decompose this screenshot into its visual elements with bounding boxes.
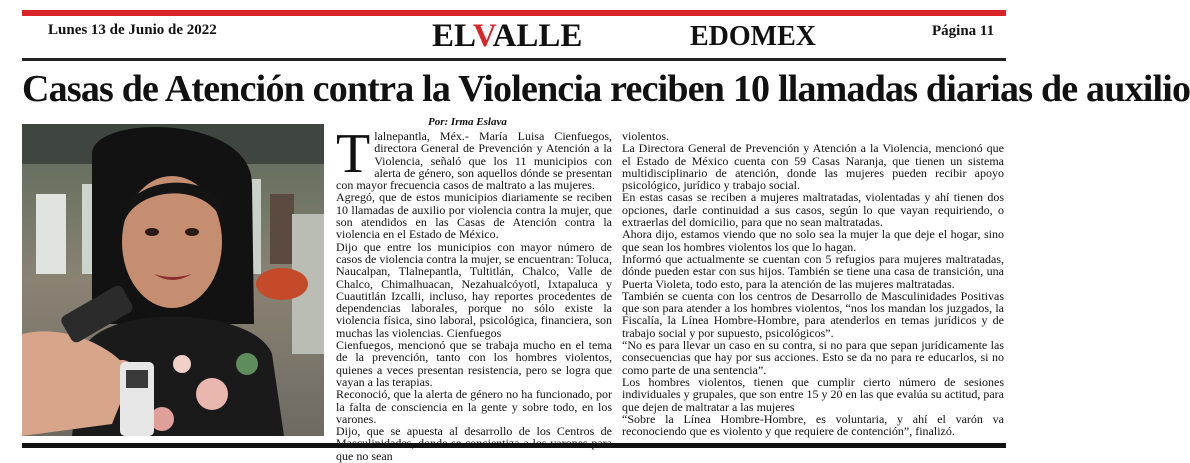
paragraph: La Directora General de Prevención y Atención a la Violencia, mencionó que el Estado de México cuenta con 59 Casas Naranja, que tienen un sistema multidisciplinario de atención, donde las mujeres pueden recibir apoyo psicológico, jurídico y trabajo social.	[622, 141, 1004, 193]
article-photo	[22, 124, 324, 436]
paragraph: “No es para llevar un caso en su contra, si no para que sepan jurídicamente las consecuencias que hay por sus acciones. Esto se da no para re educarlos, si no como parte de una sentencia”.	[622, 338, 1004, 377]
issue-date: Lunes 13 de Junio de 2022	[48, 22, 217, 38]
article-column-2	[622, 130, 1004, 437]
paragraph: En estas casas se reciben a mujeres maltratadas, violentadas y ahí tienen dos opciones, darle continuidad a sus casos, según lo que vayan requiriendo, o extraerlas del domicilio, para que no sean maltratadas.	[622, 190, 1004, 230]
logo-alle: ALLE	[492, 18, 583, 54]
bottom-rule	[22, 443, 1006, 448]
paragraph: Agregó, que de estos municipios diariamente se reciben 10 llamadas de auxilio por violencia contra la mujer, que son atendidos en las Casas de Atención contra la violencia en el Estado de México.	[336, 190, 612, 242]
paragraph: “Sobre la Línea Hombre-Hombre, es voluntaria, y ahí el varón va reconociendo que es violento y que requiere de contención”, finalizó.	[622, 411, 1004, 439]
masthead-rule	[22, 58, 1006, 61]
paragraph: También se cuenta con los centros de Desarrollo de Masculinidades Positivas que son para atender a los hombres violentos, “nos los mandan los juzgados, la Fiscalía, la Línea Hombre-Hombre, para atenderlos en temas jurídicos y de trabajo social y por supuesto, psicológicos”.	[622, 288, 1004, 340]
logo-el: EL	[432, 18, 473, 54]
paragraph: violentos.	[622, 129, 669, 143]
masthead-logo	[432, 18, 582, 54]
drop-cap: T	[336, 123, 371, 185]
section-title: EDOMEX	[690, 21, 816, 52]
paragraph: Informó que actualmente se cuentan con 5 refugios para mujeres maltratadas, dónde pueden estar con sus hijos. También se tiene una casa de transición, una Puerta Violeta, todo esto, para la atención de las mujeres maltratadas.	[622, 251, 1004, 291]
paragraph: Los hombres violentos, tienen que cumplir cierto número de sesiones individuales y grupales, que son entre 15 y 20 en las que evalúa su actitud, para que dejen de maltratar a las mujeres	[622, 374, 1004, 414]
logo-v: V	[473, 18, 493, 54]
page-number: Página 11	[932, 23, 995, 39]
byline: Por: Irma Eslava	[428, 116, 507, 128]
paragraph: Ahora dijo, estamos viendo que no solo sea la mujer la que deje el hogar, sino que sean los hombres violentos los que lo hagan.	[622, 227, 1004, 254]
headline: Casas de Atención contra la Violencia reciben 10 llamadas diarias de auxilio	[22, 68, 1190, 110]
paragraph: Reconoció, que la alerta de género no ha funcionado, por la falta de consciencia en la gente y sobre todo, en los varones.	[336, 387, 612, 426]
article-column-1	[336, 123, 612, 463]
paragraph: lalnepantla, Méx.- María Luisa Cienfuegos, directora General de Prevención y Atención a la Violencia, señaló que los 11 municipios con alerta de género, son aquellos dónde se presentan con mayor frecuencia casos de maltrato a las mujeres.	[336, 129, 612, 193]
paragraph: Dijo, que se apuesta al desarrollo de los Centros de que no sean	[336, 424, 612, 463]
paragraph: Cienfuegos, mencionó que se trabaja mucho en el tema de la prevención, tanto con los hombres violentos, quienes a veces presentan resistencia, pero se logra que vayan a las terapias.	[336, 338, 612, 389]
top-red-rule	[22, 10, 1006, 16]
photo-woman-speaking	[22, 124, 324, 436]
paragraph: Dijo que entre los municipios con mayor número de casos de violencia contra la mujer, se encuentran: Toluca, Naucalpan, Tlalnepantla, Tultitlán, Chalco, Valle de Chalco, Chimalhuacan, Nezahualcóyotl, Ixtapaluca y Cuautitlán Izcalli, incluso, hay reportes procedentes de dependencias laborales, porque no sólo existe la violencia física, sino laboral, psicológica, financiera, son muchas las violencias. Cienfuegos	[336, 239, 612, 340]
